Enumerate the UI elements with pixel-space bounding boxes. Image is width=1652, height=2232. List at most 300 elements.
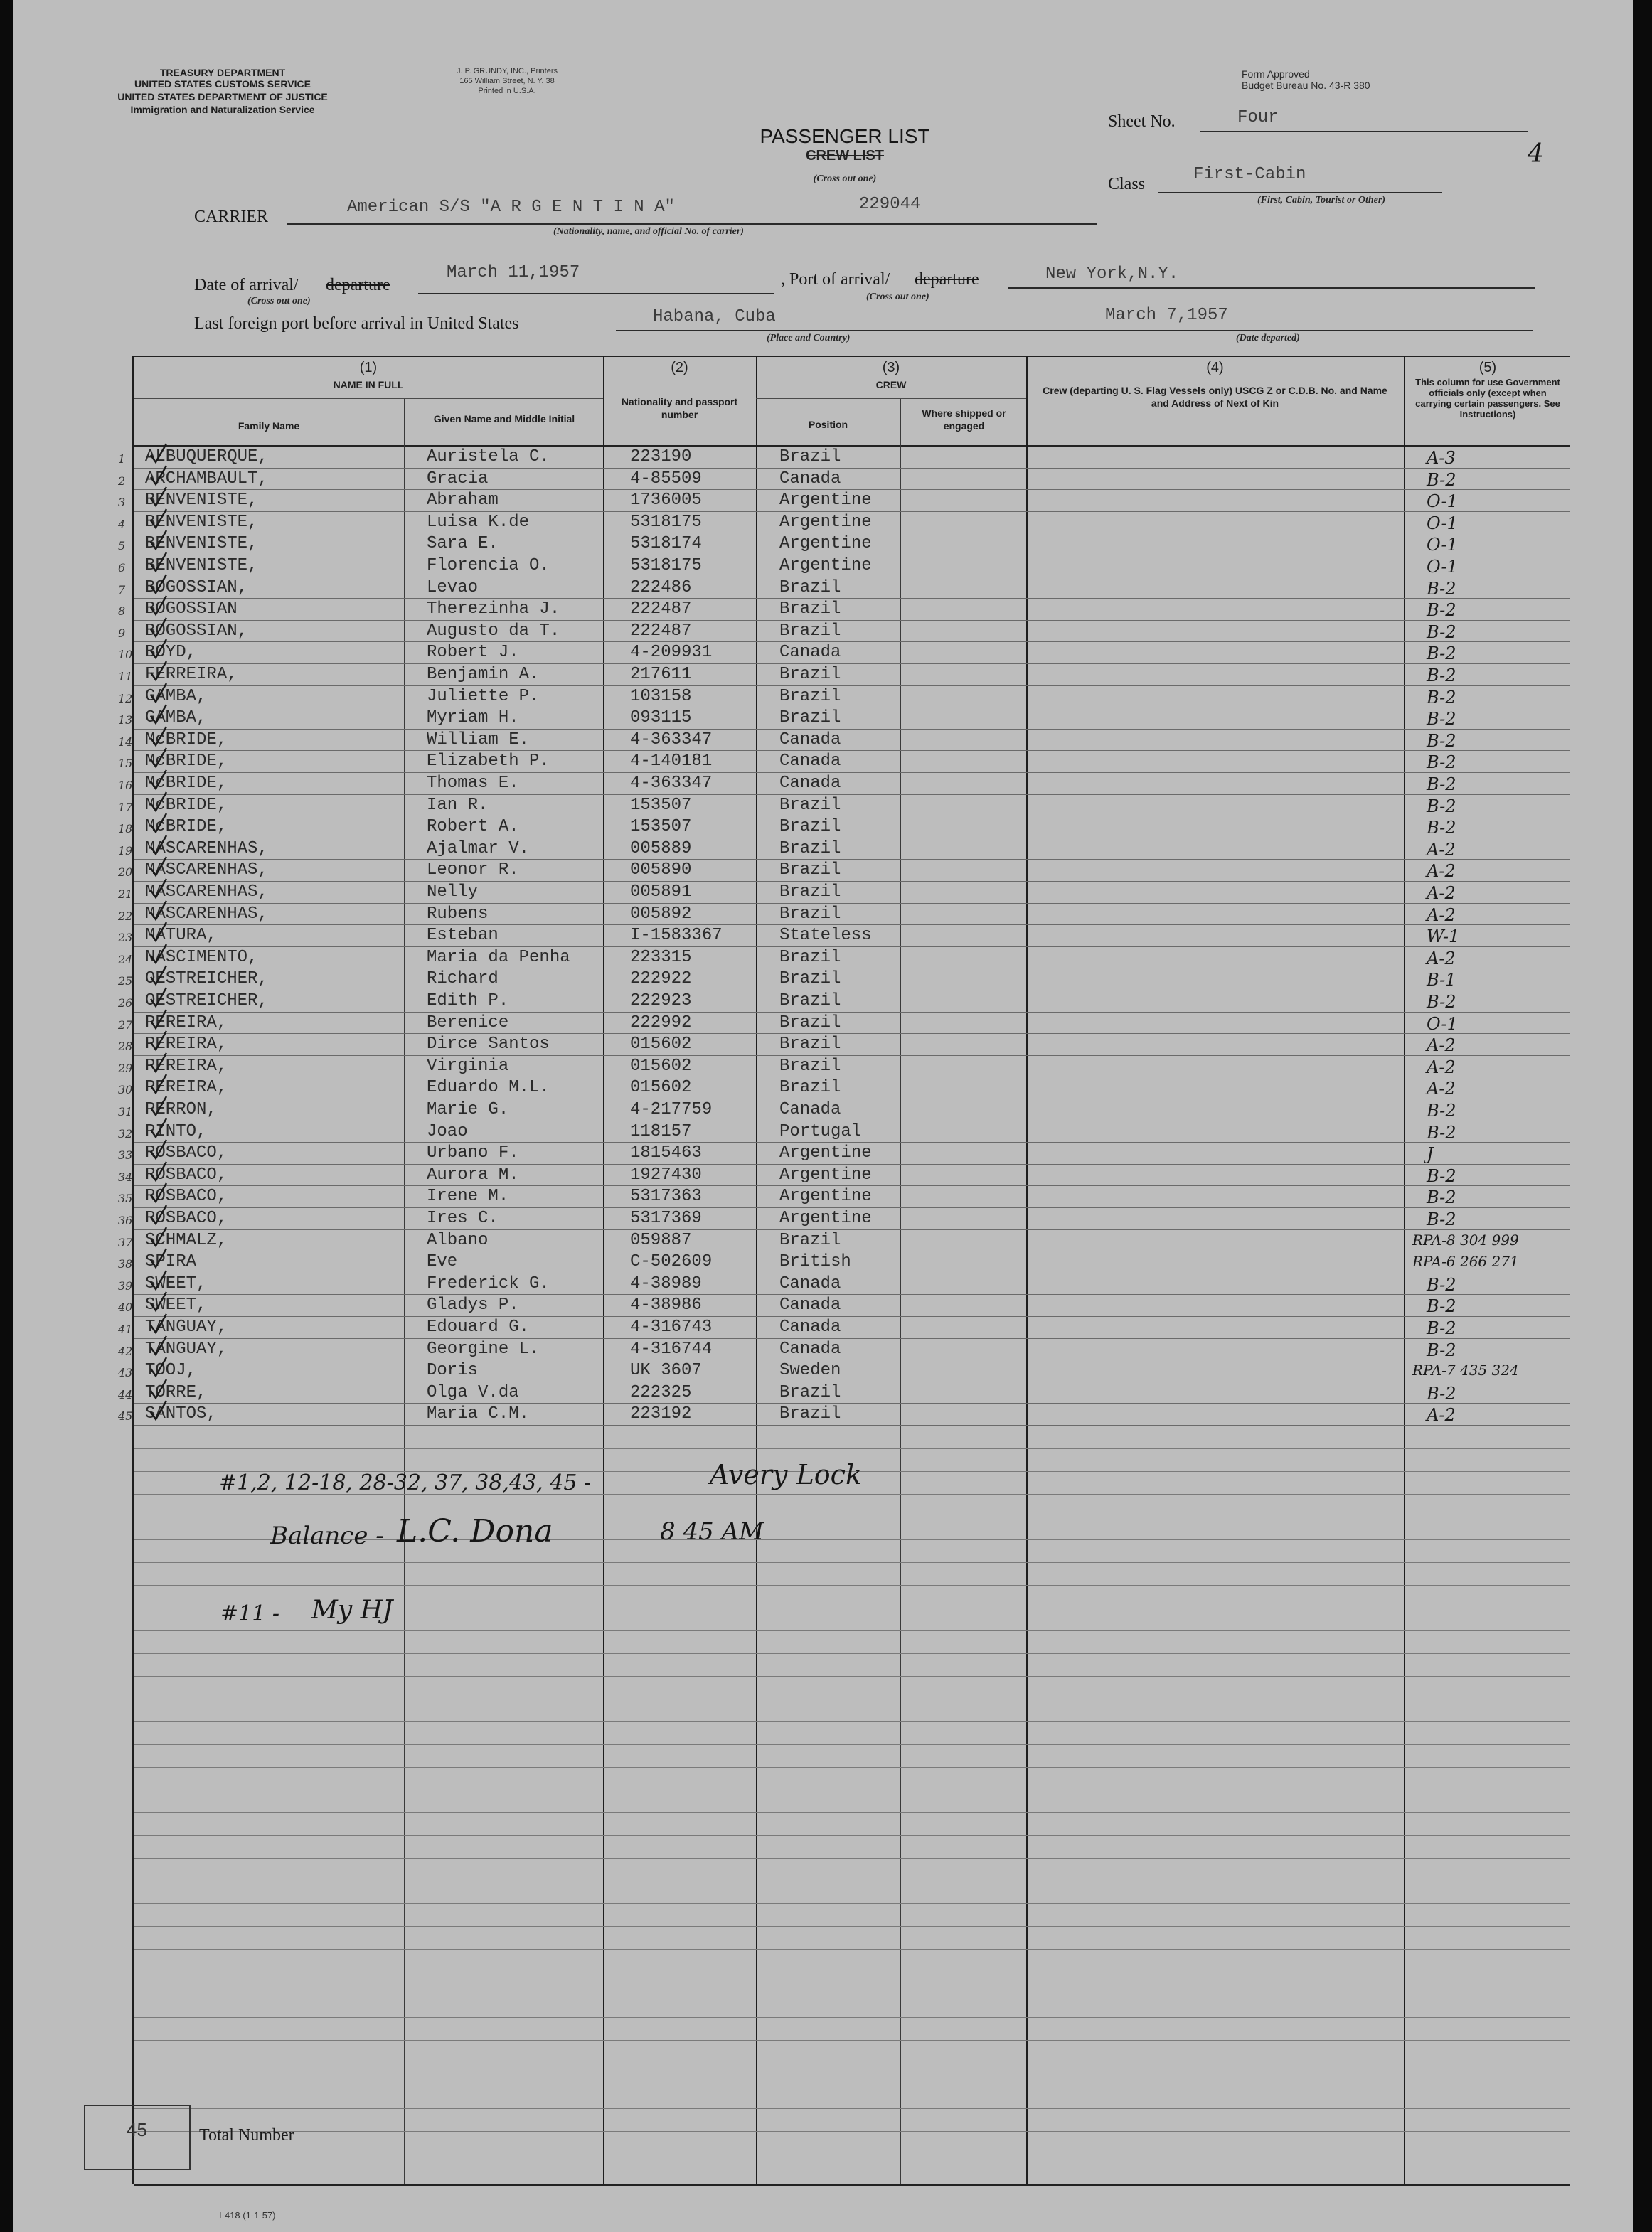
nationality-cell: Brazil: [779, 1056, 841, 1076]
passport-cell: 015602: [630, 1078, 692, 1098]
annotation-signature-3: My HJ: [311, 1596, 393, 1625]
ruled-line: [134, 1949, 1570, 1950]
nationality-cell: British: [779, 1252, 851, 1272]
nationality-cell: Canada: [779, 730, 841, 749]
family-name-cell: BOGOSSIAN: [145, 599, 238, 619]
check-mark-icon: [149, 943, 168, 966]
government-code-cell: W-1: [1427, 927, 1460, 947]
given-name-cell: Therezinha J.: [427, 599, 560, 619]
row-number: 2: [118, 474, 126, 488]
government-code-cell: B-2: [1427, 666, 1456, 685]
carrier-number: 229044: [859, 195, 921, 214]
row-number: 4: [118, 517, 126, 531]
government-code-cell: A-2: [1427, 1405, 1456, 1426]
given-name-cell: Gladys P.: [427, 1296, 519, 1315]
nationality-cell: Canada: [779, 752, 841, 771]
government-code-cell: B-2: [1427, 709, 1456, 730]
port-crossout-note: (Cross out one): [866, 292, 929, 302]
nationality-cell: Argentine: [779, 556, 872, 575]
table-row: [13, 1251, 1633, 1273]
nationality-cell: Brazil: [779, 686, 841, 706]
table-row: [13, 882, 1633, 904]
row-number: 6: [118, 561, 126, 575]
passport-cell: 217611: [630, 665, 692, 684]
nationality-cell: Canada: [779, 1318, 841, 1337]
check-mark-icon: [149, 1095, 168, 1118]
total-number-label: Total Number: [199, 2126, 294, 2145]
passport-cell: 222923: [630, 991, 692, 1010]
given-name-cell: Levao: [427, 577, 479, 597]
crew-list-struck: CREW LIST: [806, 148, 884, 164]
government-code-cell: B-2: [1427, 752, 1456, 773]
passport-cell: 4-38989: [630, 1273, 702, 1293]
row-number: 14: [118, 735, 133, 749]
family-name-cell: SCHMALZ,: [145, 1230, 228, 1250]
date-arrival-value: March 11,1957: [447, 263, 580, 282]
row-number: 40: [118, 1301, 133, 1315]
check-mark-icon: [149, 1356, 168, 1379]
table-row: [13, 1230, 1633, 1252]
check-mark-icon: [149, 877, 168, 900]
given-name-cell: Eduardo M.L.: [427, 1078, 550, 1098]
check-mark-icon: [149, 899, 168, 922]
row-number: 25: [118, 974, 133, 988]
table-row: [13, 1165, 1633, 1187]
table-row: [13, 642, 1633, 664]
given-name-cell: Georgine L.: [427, 1339, 540, 1359]
table-row: [13, 1077, 1633, 1099]
family-name-cell: PERRON,: [145, 1100, 217, 1119]
government-code-cell: B-2: [1427, 1274, 1456, 1295]
check-mark-icon: [149, 1269, 168, 1292]
given-name-cell: Maria da Penha: [427, 947, 570, 967]
printer-address: 165 William Street, N. Y. 38: [459, 77, 555, 85]
passport-cell: 4-363347: [630, 730, 713, 749]
given-name-cell: Ires C.: [427, 1209, 499, 1228]
col4-number: (4): [1206, 360, 1224, 375]
government-code-cell: B-2: [1427, 578, 1456, 599]
family-name-cell: MASCARENHAS,: [145, 904, 268, 924]
row-number: 33: [118, 1148, 133, 1163]
nationality-cell: Brazil: [779, 838, 841, 858]
family-name-cell: MATURA,: [145, 926, 217, 946]
printer-location: Printed in U.S.A.: [478, 87, 536, 95]
nationality-cell: Canada: [779, 1100, 841, 1119]
government-code-cell: O-1: [1427, 491, 1458, 512]
check-mark-icon: [149, 921, 168, 944]
family-name-cell: PEREIRA,: [145, 1035, 228, 1054]
given-name-cell: Frederick G.: [427, 1273, 550, 1293]
check-mark-icon: [149, 638, 168, 661]
passport-cell: 222487: [630, 599, 692, 619]
row-number: 37: [118, 1235, 133, 1249]
family-name-cell: BENVENISTE,: [145, 534, 258, 554]
table-row: [13, 686, 1633, 708]
family-name-cell: MASCARENHAS,: [145, 860, 268, 880]
given-name-cell: Rubens: [427, 904, 489, 924]
table-row: [13, 1208, 1633, 1230]
nationality-cell: Brazil: [779, 621, 841, 641]
check-mark-icon: [149, 855, 168, 878]
family-name-cell: MASCARENHAS,: [145, 838, 268, 858]
row-number: 21: [118, 887, 133, 901]
nationality-cell: Canada: [779, 469, 841, 488]
nationality-cell: Brazil: [779, 795, 841, 815]
nationality-cell: Brazil: [779, 947, 841, 967]
given-name-cell: Dirce Santos: [427, 1035, 550, 1054]
family-name-cell: SWEET,: [145, 1296, 207, 1315]
ruled-line: [134, 1858, 1570, 1859]
nationality-cell: Brazil: [779, 1078, 841, 1098]
check-mark-icon: [149, 1052, 168, 1074]
nationality-cell: Canada: [779, 1339, 841, 1359]
ruled-line: [134, 1744, 1570, 1745]
table-row: [13, 947, 1633, 969]
passport-cell: 015602: [630, 1035, 692, 1054]
row-number: 10: [118, 648, 133, 662]
family-name-cell: McBRIDE,: [145, 817, 228, 837]
nationality-cell: Stateless: [779, 926, 872, 946]
row-number: 44: [118, 1387, 133, 1401]
check-mark-icon: [149, 551, 168, 574]
table-row: [13, 795, 1633, 817]
class-note: (First, Cabin, Tourist or Other): [1257, 195, 1385, 205]
col2-number: (2): [671, 360, 688, 375]
ruled-line: [134, 1903, 1570, 1904]
passport-cell: 4-85509: [630, 469, 702, 488]
row-number: 31: [118, 1105, 133, 1118]
given-name-cell: Gracia: [427, 469, 489, 488]
row-number: 17: [118, 800, 133, 814]
family-name-cell: NASCIMENTO,: [145, 947, 258, 967]
given-name-cell: Leonor R.: [427, 860, 519, 880]
government-code-cell: B-2: [1427, 1340, 1456, 1360]
given-name-cell: Berenice: [427, 1013, 509, 1032]
table-row: [13, 447, 1633, 469]
government-code-cell: B-2: [1427, 1122, 1456, 1143]
class-label: Class: [1108, 175, 1146, 193]
given-name-cell: Luisa K.de: [427, 512, 530, 532]
given-name-cell: Augusto da T.: [427, 621, 560, 641]
row-number: 24: [118, 952, 133, 966]
ruled-line: [134, 1835, 1570, 1836]
row-number: 41: [118, 1323, 133, 1336]
nationality-cell: Brazil: [779, 708, 841, 728]
table-row: [13, 1143, 1633, 1165]
family-name-cell: PEREIRA,: [145, 1078, 228, 1098]
passport-cell: 5318174: [630, 534, 702, 554]
sheet-no-label: Sheet No.: [1108, 112, 1176, 131]
passport-cell: 223315: [630, 947, 692, 967]
table-row: [13, 469, 1633, 491]
nationality-cell: Canada: [779, 643, 841, 663]
given-name-cell: Albano: [427, 1230, 489, 1250]
nationality-cell: Brazil: [779, 860, 841, 880]
table-row: [13, 838, 1633, 860]
check-mark-icon: [149, 660, 168, 683]
nationality-cell: Brazil: [779, 1404, 841, 1424]
table-row: [13, 577, 1633, 599]
nationality-cell: Brazil: [779, 599, 841, 619]
passport-cell: 4-140181: [630, 752, 713, 771]
sheet-no-value: Four: [1237, 108, 1279, 127]
check-mark-icon: [149, 486, 168, 508]
passport-cell: 5318175: [630, 512, 702, 532]
row-number: 28: [118, 1040, 133, 1054]
row-number: 13: [118, 713, 133, 727]
row-number: 26: [118, 996, 133, 1010]
government-code-cell: B-2: [1427, 818, 1456, 838]
place-country-note: (Place and Country): [767, 333, 851, 343]
government-code-cell: J: [1427, 1144, 1434, 1165]
nationality-cell: Brazil: [779, 447, 841, 466]
row-number: 12: [118, 691, 133, 705]
family-name-cell: ARCHAMBAULT,: [145, 469, 268, 488]
ruled-line: [134, 1653, 1570, 1654]
check-mark-icon: [149, 1073, 168, 1096]
check-mark-icon: [149, 1204, 168, 1227]
nationality-cell: Argentine: [779, 512, 872, 532]
port-arrival-label: , Port of arrival/: [781, 270, 890, 289]
government-code-cell: A-2: [1427, 1079, 1456, 1099]
government-code-cell: O-1: [1427, 535, 1458, 555]
family-name-cell: PEREIRA,: [145, 1013, 228, 1032]
given-name-cell: William E.: [427, 730, 530, 749]
check-mark-icon: [149, 1313, 168, 1335]
given-name-cell: Robert J.: [427, 643, 519, 663]
table-row: [13, 707, 1633, 730]
nationality-cell: Argentine: [779, 534, 872, 554]
row-number: 35: [118, 1192, 133, 1206]
government-code-cell: A-2: [1427, 883, 1456, 903]
ruled-line: [134, 1585, 1570, 1586]
government-code-cell: B-2: [1427, 1165, 1456, 1186]
government-code-cell: B-2: [1427, 644, 1456, 664]
col3-number: (3): [882, 360, 900, 375]
given-name-cell: Sara E.: [427, 534, 499, 554]
check-mark-icon: [149, 986, 168, 1009]
port-departure-struck: departure: [915, 270, 979, 289]
annotation-signature-2: L.C. Dona: [397, 1513, 553, 1549]
government-code-cell: A-2: [1427, 904, 1456, 925]
row-number: 15: [118, 757, 133, 771]
family-name-cell: McBRIDE,: [145, 795, 228, 815]
passport-cell: 222922: [630, 969, 692, 989]
nationality-cell: Brazil: [779, 969, 841, 989]
row-number: 23: [118, 931, 133, 945]
table-row: [13, 1317, 1633, 1339]
given-name-cell: Olga V.da: [427, 1382, 519, 1402]
family-name-cell: ALBUQUERQUE,: [145, 447, 268, 466]
table-row: [13, 1404, 1633, 1426]
family-name-cell: BOGOSSIAN,: [145, 577, 248, 597]
nationality-cell: Canada: [779, 1273, 841, 1293]
nationality-cell: Brazil: [779, 817, 841, 837]
row-number: 22: [118, 909, 133, 923]
carrier-value: American S/S "A R G E N T I N A": [347, 198, 675, 217]
nationality-cell: Portugal: [779, 1121, 862, 1141]
nationality-cell: Brazil: [779, 1035, 841, 1054]
government-code-cell: B-2: [1427, 621, 1456, 642]
table-row: [13, 664, 1633, 686]
passport-cell: 4-316744: [630, 1339, 713, 1359]
table-row: [13, 904, 1633, 926]
passport-cell: 5317363: [630, 1187, 702, 1207]
family-name-cell: BOGOSSIAN,: [145, 621, 248, 641]
row-number: 9: [118, 626, 126, 640]
family-name-cell: GAMBA,: [145, 708, 207, 728]
form-approved: Form Approved: [1242, 68, 1310, 80]
government-code-cell: B-2: [1427, 1187, 1456, 1208]
row-number: 18: [118, 822, 133, 836]
check-mark-icon: [149, 964, 168, 987]
nationality-cell: Brazil: [779, 665, 841, 684]
given-name-cell: Edith P.: [427, 991, 509, 1010]
government-code-cell: RPA-7 435 324: [1412, 1362, 1519, 1379]
family-name-cell: PINTO,: [145, 1121, 207, 1141]
col-crew: CREW: [875, 379, 907, 390]
row-number: 34: [118, 1170, 133, 1184]
family-name-cell: SPIRA: [145, 1252, 197, 1272]
row-number: 7: [118, 582, 126, 597]
check-mark-icon: [149, 1378, 168, 1401]
date-arrival-label: Date of arrival/: [194, 276, 299, 294]
table-row: [13, 751, 1633, 773]
nationality-cell: Brazil: [779, 991, 841, 1010]
row-number: 43: [118, 1366, 133, 1380]
form-title: PASSENGER LIST: [760, 125, 930, 147]
given-name-cell: Edouard G.: [427, 1318, 530, 1337]
check-mark-icon: [149, 529, 168, 552]
nationality-cell: Argentine: [779, 1209, 872, 1228]
passport-cell: C-502609: [630, 1252, 713, 1272]
given-name-cell: Juliette P.: [427, 686, 540, 706]
passport-cell: 4-363347: [630, 774, 713, 793]
given-name-cell: Ian R.: [427, 795, 489, 815]
passport-cell: 4-209931: [630, 643, 713, 663]
given-name-cell: Ajalmar V.: [427, 838, 530, 858]
government-code-cell: A-2: [1427, 839, 1456, 860]
row-number: 27: [118, 1018, 133, 1032]
family-name-cell: OESTREICHER,: [145, 991, 268, 1010]
check-mark-icon: [149, 1030, 168, 1052]
family-name-cell: TANGUAY,: [145, 1339, 228, 1359]
row-number: 19: [118, 843, 133, 858]
family-name-cell: McBRIDE,: [145, 752, 228, 771]
given-name-cell: Eve: [427, 1252, 458, 1272]
annotation-signature-1: Avery Lock: [710, 1459, 862, 1490]
passport-cell: I-1583367: [630, 926, 723, 946]
passport-cell: 153507: [630, 817, 692, 837]
passenger-rows: [13, 0, 1633, 2232]
nationality-cell: Argentine: [779, 491, 872, 511]
nationality-cell: Argentine: [779, 1165, 872, 1185]
check-mark-icon: [149, 1226, 168, 1249]
ruled-line: [134, 1721, 1570, 1722]
nationality-cell: Brazil: [779, 577, 841, 597]
ruled-line: [134, 1812, 1570, 1813]
ruled-line: [134, 1448, 1570, 1449]
ruled-line: [134, 2131, 1570, 2132]
government-code-cell: A-2: [1427, 1057, 1456, 1077]
check-mark-icon: [149, 703, 168, 726]
col1-number: (1): [359, 360, 378, 375]
carrier-note: (Nationality, name, and official No. of carrier): [553, 226, 744, 237]
nationality-cell: Brazil: [779, 882, 841, 902]
passport-cell: 1815463: [630, 1143, 702, 1163]
passport-cell: 1927430: [630, 1165, 702, 1185]
table-row: [13, 1121, 1633, 1143]
row-number: 29: [118, 1061, 133, 1075]
government-code-cell: B-2: [1427, 1101, 1456, 1121]
table-row: [13, 860, 1633, 882]
port-arrival-value: New York,N.Y.: [1045, 265, 1179, 284]
row-number: 16: [118, 779, 133, 792]
form-number: I-418 (1-1-57): [219, 2210, 276, 2221]
check-mark-icon: [149, 769, 168, 791]
government-code-cell: B-2: [1427, 1383, 1456, 1404]
ruled-line: [134, 1926, 1570, 1927]
government-code-cell: B-2: [1427, 600, 1456, 621]
family-name-cell: McBRIDE,: [145, 730, 228, 749]
government-code-cell: O-1: [1427, 1013, 1458, 1034]
check-mark-icon: [149, 616, 168, 639]
ruled-line: [134, 1767, 1570, 1768]
family-name-cell: ROSBACO,: [145, 1187, 228, 1207]
family-name-cell: TANGUAY,: [145, 1318, 228, 1337]
passport-cell: 005890: [630, 860, 692, 880]
check-mark-icon: [149, 573, 168, 596]
given-name-cell: Myriam H.: [427, 708, 519, 728]
row-number: 45: [118, 1409, 133, 1424]
government-code-cell: B-2: [1427, 469, 1456, 490]
check-mark-icon: [149, 442, 168, 465]
government-code-cell: B-2: [1427, 730, 1456, 751]
government-code-cell: B-2: [1427, 992, 1456, 1012]
ruled-line: [134, 2017, 1570, 2018]
passport-cell: 103158: [630, 686, 692, 706]
government-code-cell: A-2: [1427, 1035, 1456, 1056]
check-mark-icon: [149, 747, 168, 769]
family-name-cell: PEREIRA,: [145, 1056, 228, 1076]
passport-cell: 1736005: [630, 491, 702, 511]
government-code-cell: B-2: [1427, 687, 1456, 707]
passport-cell: 153507: [630, 795, 692, 815]
ruled-line: [134, 2108, 1570, 2109]
annotation-time: 8 45 AM: [660, 1517, 764, 1546]
family-name-cell: ROSBACO,: [145, 1209, 228, 1228]
family-name-cell: GAMBA,: [145, 686, 207, 706]
given-name-cell: Nelly: [427, 882, 479, 902]
check-mark-icon: [149, 812, 168, 835]
row-number: 32: [118, 1126, 133, 1141]
table-row: [13, 621, 1633, 643]
row-number: 11: [118, 670, 133, 683]
family-name-cell: BENVENISTE,: [145, 491, 258, 511]
government-code-cell: B-2: [1427, 1318, 1456, 1338]
table-row: [13, 1056, 1633, 1078]
table-row: [13, 533, 1633, 555]
given-name-cell: Elizabeth P.: [427, 752, 550, 771]
date-departed-note: (Date departed): [1236, 333, 1300, 343]
table-row: [13, 1013, 1633, 1035]
family-name-cell: ROSBACO,: [145, 1165, 228, 1185]
passport-cell: 223190: [630, 447, 692, 466]
given-name-cell: Virginia: [427, 1056, 509, 1076]
passport-cell: 005889: [630, 838, 692, 858]
table-row: [13, 1099, 1633, 1121]
nationality-cell: Brazil: [779, 904, 841, 924]
